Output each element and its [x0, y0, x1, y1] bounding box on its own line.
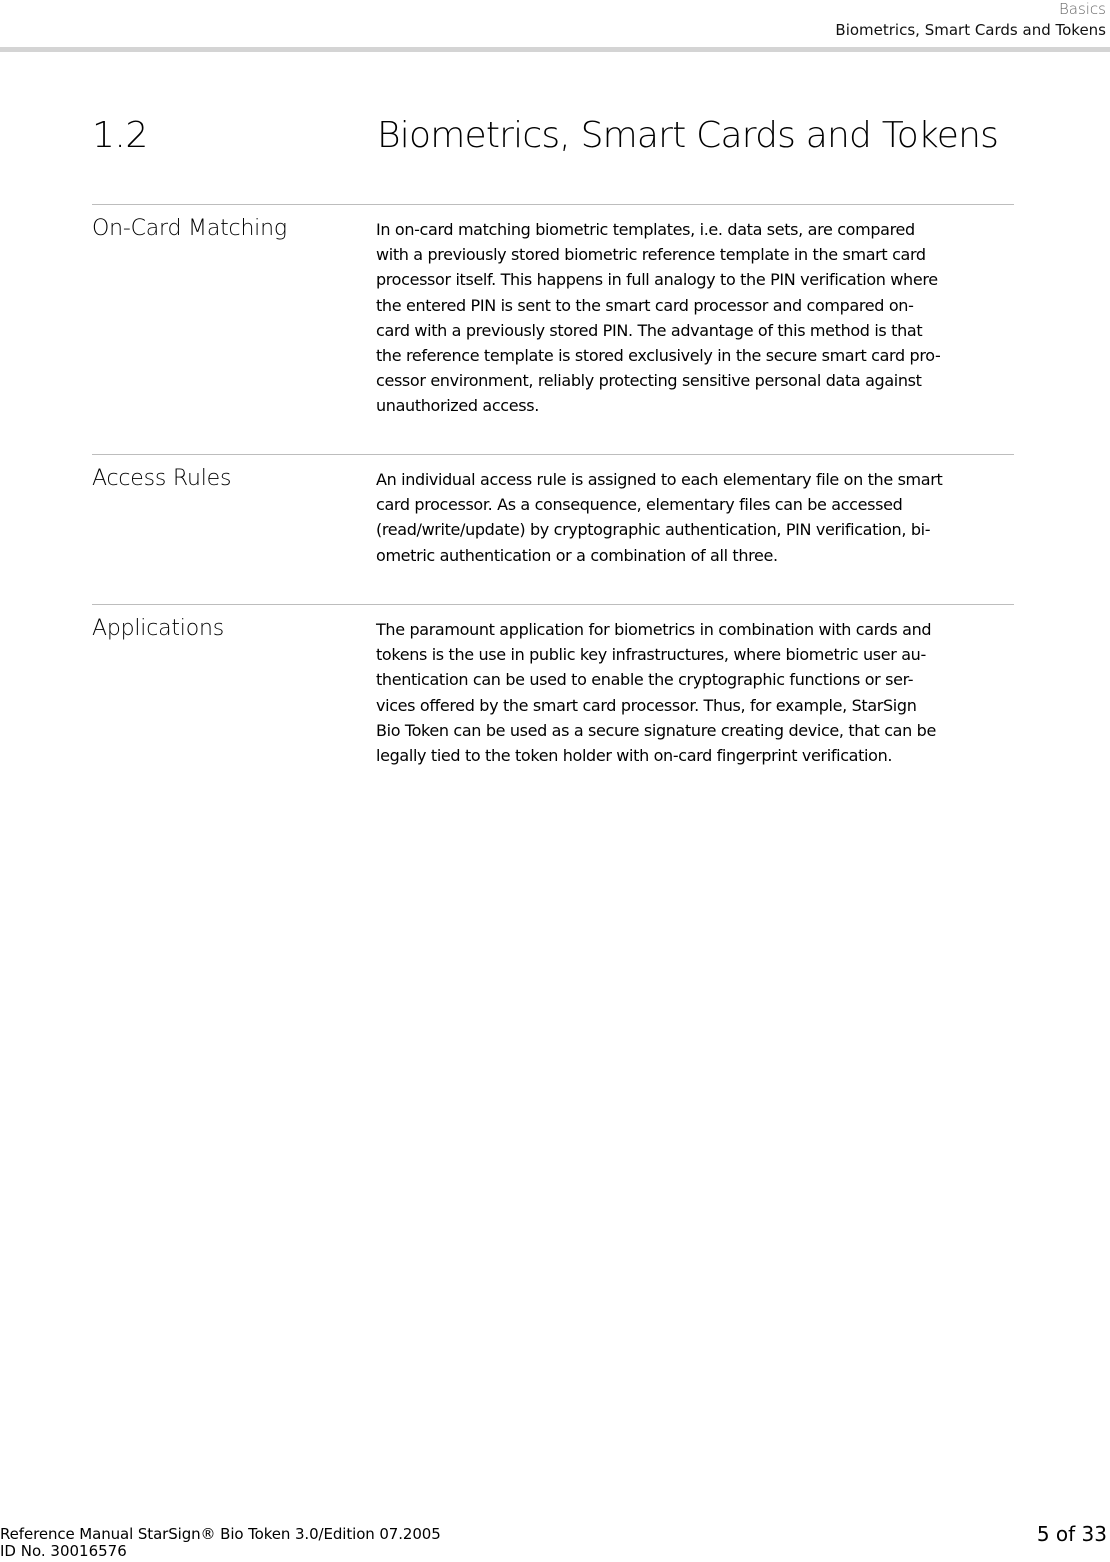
- body-line: tokens is the use in public key infrastructures, where biometric user au-: [376, 645, 926, 665]
- section-body: [376, 617, 1016, 768]
- body-line: thentication can be used to enable the cryptographic functions or ser-: [376, 670, 914, 690]
- chapter-number: 1.2: [92, 115, 148, 156]
- page-header: [0, 0, 1110, 46]
- body-line: card with a previously stored PIN. The advantage of this method is that: [376, 320, 923, 340]
- body-line: ometric authentication or a combination of all three.: [376, 545, 778, 565]
- section-label: Applications: [92, 616, 224, 641]
- body-line: processor itself. This happens in full analogy to the PIN verification where: [376, 270, 938, 290]
- page-number: 5 of 33: [1036, 1522, 1107, 1546]
- body-line: Bio Token can be used as a secure signature creating device, that can be: [376, 720, 936, 740]
- chapter-title: Biometrics, Smart Cards and Tokens: [377, 115, 999, 156]
- body-line: The paramount application for biometrics in combination with cards and: [376, 620, 932, 639]
- section-body: [376, 217, 1016, 419]
- footer-id-number: ID No. 30016576: [0, 1542, 127, 1560]
- body-line: the entered PIN is sent to the smart card processor and compared on-: [376, 295, 914, 315]
- body-line: unauthorized access.: [376, 396, 539, 416]
- header-subsection-title: Biometrics, Smart Cards and Tokens: [835, 21, 1106, 39]
- chapter-heading: [92, 114, 1032, 160]
- header-section-title: Basics: [1058, 0, 1106, 18]
- page-footer: [0, 1522, 1110, 1562]
- body-line: with a previously stored biometric reference template in the smart card: [376, 245, 926, 265]
- body-line: card processor. As a consequence, elementary files can be accessed: [376, 495, 903, 515]
- section-label: On-Card Matching: [92, 216, 287, 241]
- footer-manual-title: Reference Manual StarSign® Bio Token 3.0/Edition 07.2005: [0, 1525, 441, 1543]
- body-line: cessor environment, reliably protecting sensitive personal data against: [376, 371, 922, 391]
- body-line: legally tied to the token holder with on-card fingerprint verification.: [376, 746, 893, 766]
- body-line: An individual access rule is assigned to each elementary file on the smart: [376, 470, 943, 489]
- section-applications: [92, 604, 1014, 785]
- section-on-card-matching: [92, 204, 1014, 435]
- header-divider: [0, 47, 1110, 52]
- section-access-rules: [92, 454, 1014, 585]
- body-line: vices offered by the smart card processor. Thus, for example, StarSign: [376, 695, 917, 715]
- body-line: In on-card matching biometric templates, i.e. data sets, are compared: [376, 220, 915, 239]
- body-line: (read/write/update) by cryptographic authentication, PIN verification, bi-: [376, 520, 931, 540]
- section-label: Access Rules: [92, 466, 232, 491]
- body-line: the reference template is stored exclusively in the secure smart card pro-: [376, 346, 941, 366]
- section-body: [376, 467, 1016, 568]
